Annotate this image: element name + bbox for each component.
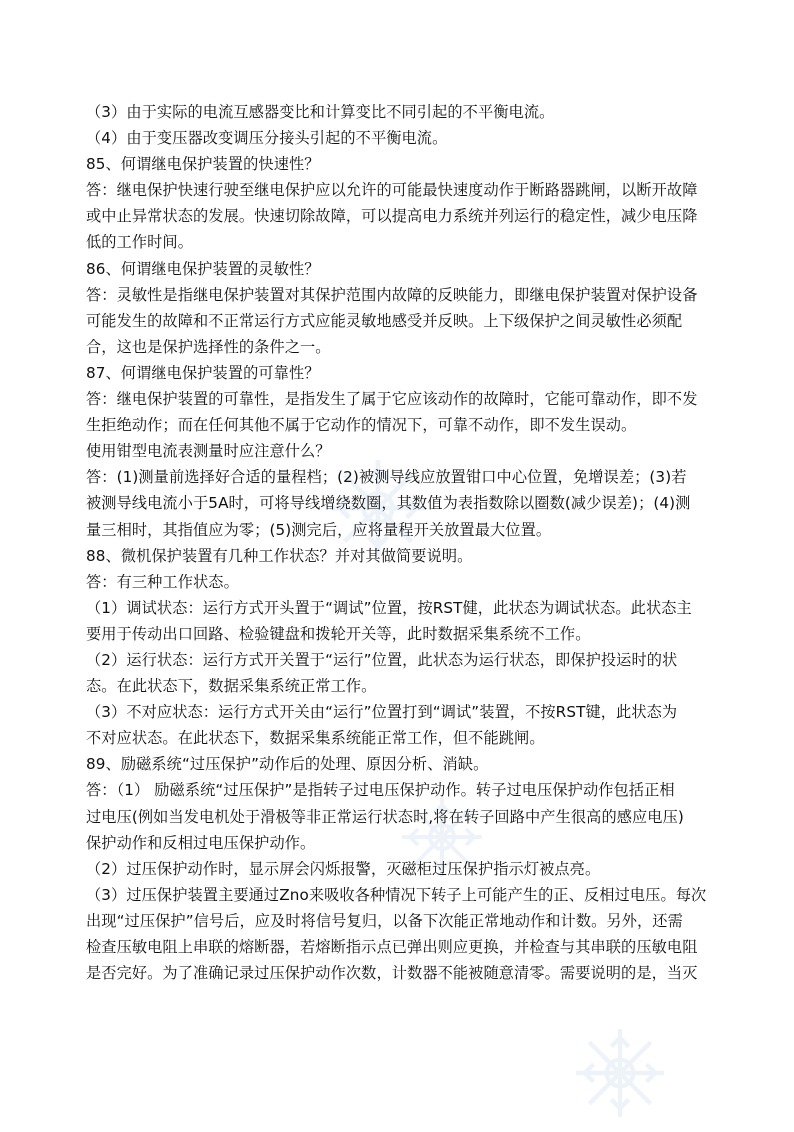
question-heading: 87、何谓继电保护装置的可靠性？: [86, 363, 320, 382]
snowflake-watermark-icon: [565, 1018, 675, 1128]
text-line: （3）不对应状态：运行方式开关由“运行”位置打到“调试”装置，不按RST键，此状态为: [86, 703, 678, 722]
text-line: （3）由于实际的电流互感器变比和计算变比不同引起的不平衡电流。: [86, 103, 555, 121]
text-line: 答：灵敏性是指继电保护装置对其保护范围内故障的反映能力，即继电保护装置对保护设备: [86, 285, 698, 304]
text-line: （2）运行状态：运行方式开关置于“运行”位置，此状态为运行状态，即保护投运时的状: [86, 650, 678, 669]
text-line: 保护动作和反相过电压保护动作。: [86, 833, 316, 852]
text-line: 要用于传动出口回路、检验键盘和拨轮开关等，此时数据采集系统不工作。: [86, 624, 591, 643]
document-body: [86, 99, 720, 986]
text-line: 答：继电保护装置的可靠性，是指发生了属于它应该动作的故障时，它能可靠动作，即不发: [86, 390, 698, 409]
text-line: 是否完好。为了准确记录过压保护动作次数，计数器不能被随意清零。需要说明的是，当灭: [86, 964, 698, 983]
text-line: （2）过压保护动作时，显示屏会闪烁报警，灭磁柜过压保护指示灯被点亮。: [86, 859, 601, 878]
text-line: 答：继电保护快速行驶至继电保护应以允许的可能最快速度动作于断路器跳闸，以断开故障: [86, 181, 698, 200]
text-line: 出现“过压保护”信号后，应及时将信号复归，以备下次能正常地动作和计数。另外，还需: [86, 911, 683, 930]
text-line: （3）过压保护装置主要通过Zno来吸收各种情况下转子上可能产生的正、反相过电压。每次: [86, 885, 707, 904]
text-line: 被测导线电流小于5A时，可将导线增绕数圈，其数值为表指数除以圈数(减少误差)；(4)测: [86, 494, 691, 513]
text-line: （1）调试状态：运行方式开头置于“调试”位置，按RST健，此状态为调试状态。此状态主: [86, 598, 692, 617]
text-line: 量三相时，其指值应为零；(5)测完后，应将量程开关放置最大位置。: [86, 520, 552, 539]
text-line: 低的工作时间。: [86, 233, 194, 252]
text-line: 过电压(例如当发电机处于滑极等非正常运行状态时,将在转子回路中产生很高的感应电压): [86, 807, 684, 826]
text-line: 或中止异常状态的发展。快速切除故障，可以提高电力系统并列运行的稳定性，减少电压降: [86, 207, 698, 226]
text-line: 可能发生的故障和不正常运行方式应能灵敏地感受并反映。上下级保护之间灵敏性必须配: [86, 311, 683, 330]
question-heading: 88、微机保护装置有几种工作状态？并对其做简要说明。: [86, 546, 473, 565]
text-line: 合，这也是保护选择性的条件之一。: [86, 337, 331, 356]
question-heading: 89、励磁系统“过压保护”动作后的处理、原因分析、消缺。: [86, 755, 489, 774]
question-heading: 85、何谓继电保护装置的快速性？: [86, 155, 320, 174]
text-line: 态。在此状态下，数据采集系统正常工作。: [86, 677, 377, 696]
question-heading: 86、何谓继电保护装置的灵敏性？: [86, 259, 320, 278]
text-line: 答：(1)测量前选择好合适的量程档；(2)被测导线应放置钳口中心位置，免增误差；(3)若: [86, 468, 687, 487]
question-heading: 使用钳型电流表测量时应注意什么？: [86, 442, 331, 461]
text-line: 答：（1） 励磁系统“过压保护”是指转子过电压保护动作。转子过电压保护动作包括正相: [86, 781, 675, 800]
text-line: 生拒绝动作；而在任何其他不属于它动作的情况下，可靠不动作，即不发生误动。: [86, 416, 637, 435]
text-line: （4）由于变压器改变调压分接头引起的不平衡电流。: [86, 129, 448, 148]
text-line: 不对应状态。在此状态下，数据采集系统能正常工作，但不能跳闸。: [86, 729, 545, 748]
text-line: 答：有三种工作状态。: [86, 572, 239, 591]
text-line: 检查压敏电阻上串联的熔断器，若熔断指示点已弹出则应更换，并检查与其串联的压敏电阻: [86, 938, 698, 956]
